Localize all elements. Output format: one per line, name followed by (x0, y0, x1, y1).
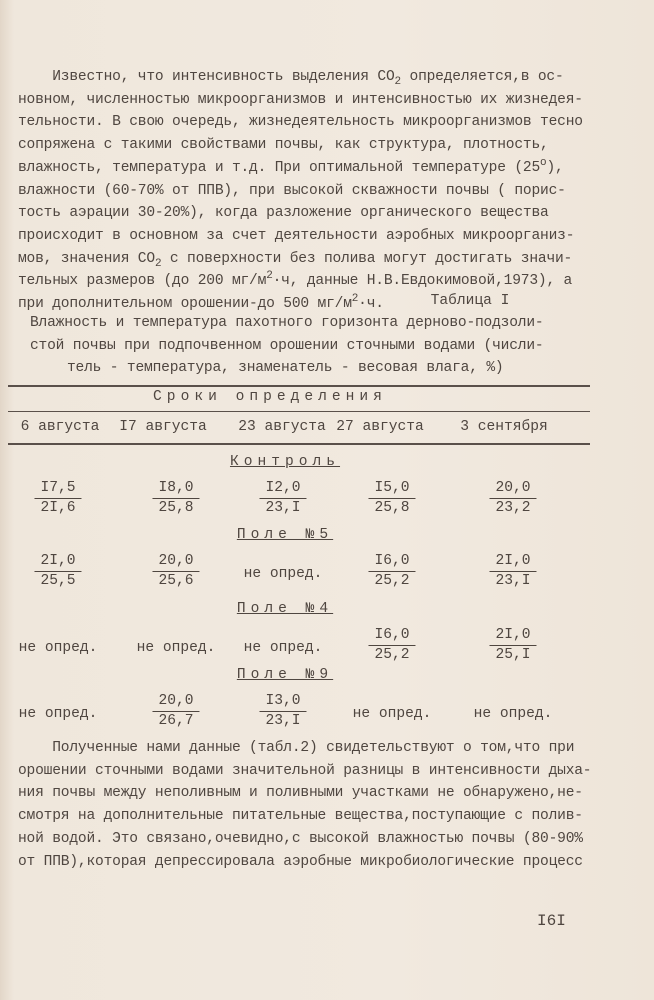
moisture-value: 2I,6 (40, 500, 76, 516)
text-line: ния почвы между неполивным и поливными участками не обнаружено,не- (18, 785, 583, 802)
cell-fraction (152, 479, 199, 518)
text-line (18, 250, 572, 268)
text-segment: ·ч, данные Н.В.Евдокимовой,1973), а (272, 273, 573, 290)
cell-fraction (152, 552, 199, 591)
subscript: 2 (394, 76, 401, 88)
text-segment: тельности. В свою очередь, жизнедеятельность микроорганизмов тесно (18, 114, 583, 131)
temperature-value: 20,0 (489, 479, 536, 499)
cell-not-determined: не опред. (18, 640, 98, 656)
section-title-text: Контроль (229, 454, 341, 470)
table-rule (8, 411, 590, 412)
temperature-value: 20,0 (152, 552, 199, 572)
text-line (18, 272, 572, 290)
table-caption-line: тель - температура, знаменатель - весовая влага, %) (67, 360, 504, 376)
table-caption-line: стой почвы при подпочвенном орошении сточными водами (числи- (30, 338, 544, 354)
temperature-value: I7,5 (34, 479, 81, 499)
table-rule (8, 443, 590, 445)
moisture-value: 23,I (265, 713, 301, 729)
moisture-value: 25,8 (158, 500, 194, 516)
page-number: I6I (537, 912, 566, 930)
column-header: 3 сентября (460, 419, 548, 435)
moisture-value: 23,I (265, 500, 301, 516)
column-header: 6 августа (20, 419, 100, 435)
moisture-value: 23,2 (495, 500, 531, 516)
moisture-value: 23,I (495, 573, 531, 589)
text-line (18, 136, 549, 154)
cell-fraction (259, 692, 306, 731)
temperature-value: I8,0 (152, 479, 199, 499)
text-segment: тельных размеров (до 200 мг/м (18, 273, 267, 290)
superscript: o (540, 156, 547, 169)
text-segment: ·ч. (358, 296, 384, 312)
moisture-value: 25,2 (374, 647, 410, 663)
temperature-value: I3,0 (259, 692, 306, 712)
text-segment: определяется,в ос- (400, 69, 564, 85)
moisture-value: 26,7 (158, 713, 194, 729)
text-line (18, 91, 583, 109)
section-title (237, 601, 333, 617)
temperature-value: 2I,0 (34, 552, 81, 572)
text-segment: сопряжена с такими свойствами почвы, как структура, плотность, (18, 137, 549, 154)
cell-fraction (368, 479, 415, 518)
moisture-value: 25,6 (158, 573, 194, 589)
text-segment: с поверхности без полива могут достигать значи- (161, 250, 573, 267)
moisture-value: 25,2 (374, 573, 410, 589)
temperature-value: I2,0 (259, 479, 306, 499)
temperature-value: I6,0 (368, 626, 415, 646)
cell-fraction (368, 626, 415, 665)
cell-fraction (489, 626, 536, 665)
temperature-value: 2I,0 (489, 552, 536, 572)
text-line (18, 204, 549, 222)
cell-fraction (34, 479, 81, 518)
moisture-value: 25,I (495, 647, 531, 663)
table-caption-line: Влажность и температура пахотного горизонта дерново-подзоли- (30, 315, 544, 331)
text-segment: влажности (60-70% от ППВ), при высокой скважности почвы ( порис- (18, 182, 566, 199)
moisture-value: 25,5 (40, 573, 76, 589)
column-header: I7 августа (119, 419, 207, 435)
table-group-header: Сроки определения (153, 389, 387, 405)
text-line (18, 68, 564, 86)
cell-not-determined: не опред. (18, 706, 98, 722)
cell-not-determined: не опред. (473, 706, 553, 722)
text-line (18, 182, 566, 200)
text-segment: новном, численностью микроорганизмов и интенсивностью их жизнедея- (18, 91, 583, 108)
subscript: 2 (154, 257, 162, 270)
cell-not-determined: не опред. (352, 706, 432, 722)
text-line (18, 113, 583, 131)
text-line: от ППВ),которая депрессировала аэробные микробиологические процесс (18, 853, 583, 870)
section-title-text: Поле №5 (236, 527, 334, 543)
text-segment: ), (546, 159, 564, 176)
section-title (230, 454, 340, 470)
text-segment: при дополнительном орошении-до 500 мг/м (18, 296, 352, 312)
section-title (237, 667, 333, 683)
table-label: Таблица I (430, 293, 510, 309)
cell-not-determined: не опред. (243, 566, 323, 582)
superscript: 2 (351, 293, 359, 305)
table-rule-top (8, 385, 590, 387)
text-segment: происходит в основном за счет деятельности аэробных микроорганиз- (18, 227, 575, 244)
cell-fraction (368, 552, 415, 591)
temperature-value: 20,0 (152, 692, 199, 712)
temperature-value: I5,0 (368, 479, 415, 499)
text-line: орошении сточными водами значительной разницы в интенсивности дыха- (18, 762, 592, 779)
text-line (18, 156, 564, 177)
cell-fraction (152, 692, 199, 731)
text-line (18, 227, 574, 245)
cell-fraction (489, 552, 536, 591)
text-segment: мов, значения CO (18, 250, 155, 267)
column-header: 23 августа (238, 419, 326, 435)
moisture-value: 25,8 (374, 500, 410, 516)
section-title (237, 527, 333, 543)
cell-not-determined: не опред. (243, 640, 323, 656)
text-line: ной водой. Это связано,очевидно,с высокой влажностью почвы (80-90% (18, 830, 583, 847)
cell-fraction (489, 479, 536, 518)
section-title-text: Поле №4 (236, 601, 334, 617)
temperature-value: 2I,0 (489, 626, 536, 646)
text-segment: влажность, температура и т.д. При оптимальной температуре (25 (18, 159, 541, 176)
text-line: Полученные нами данные (табл.2) свидетельствуют о том,что при (18, 740, 575, 756)
cell-fraction (259, 479, 306, 518)
text-segment: тость аэрации 30-20%), когда разложение органического вещества (18, 205, 549, 222)
temperature-value: I6,0 (368, 552, 415, 572)
text-line: смотря на дополнительные питательные вещества,поступающие с полив- (18, 808, 583, 825)
text-line (18, 295, 384, 313)
column-header: 27 августа (336, 419, 424, 435)
section-title-text: Поле №9 (236, 667, 334, 683)
cell-fraction (34, 552, 81, 591)
text-segment: Известно, что интенсивность выделения CO (18, 69, 395, 85)
cell-not-determined: не опред. (136, 640, 216, 656)
superscript: 2 (266, 270, 273, 283)
